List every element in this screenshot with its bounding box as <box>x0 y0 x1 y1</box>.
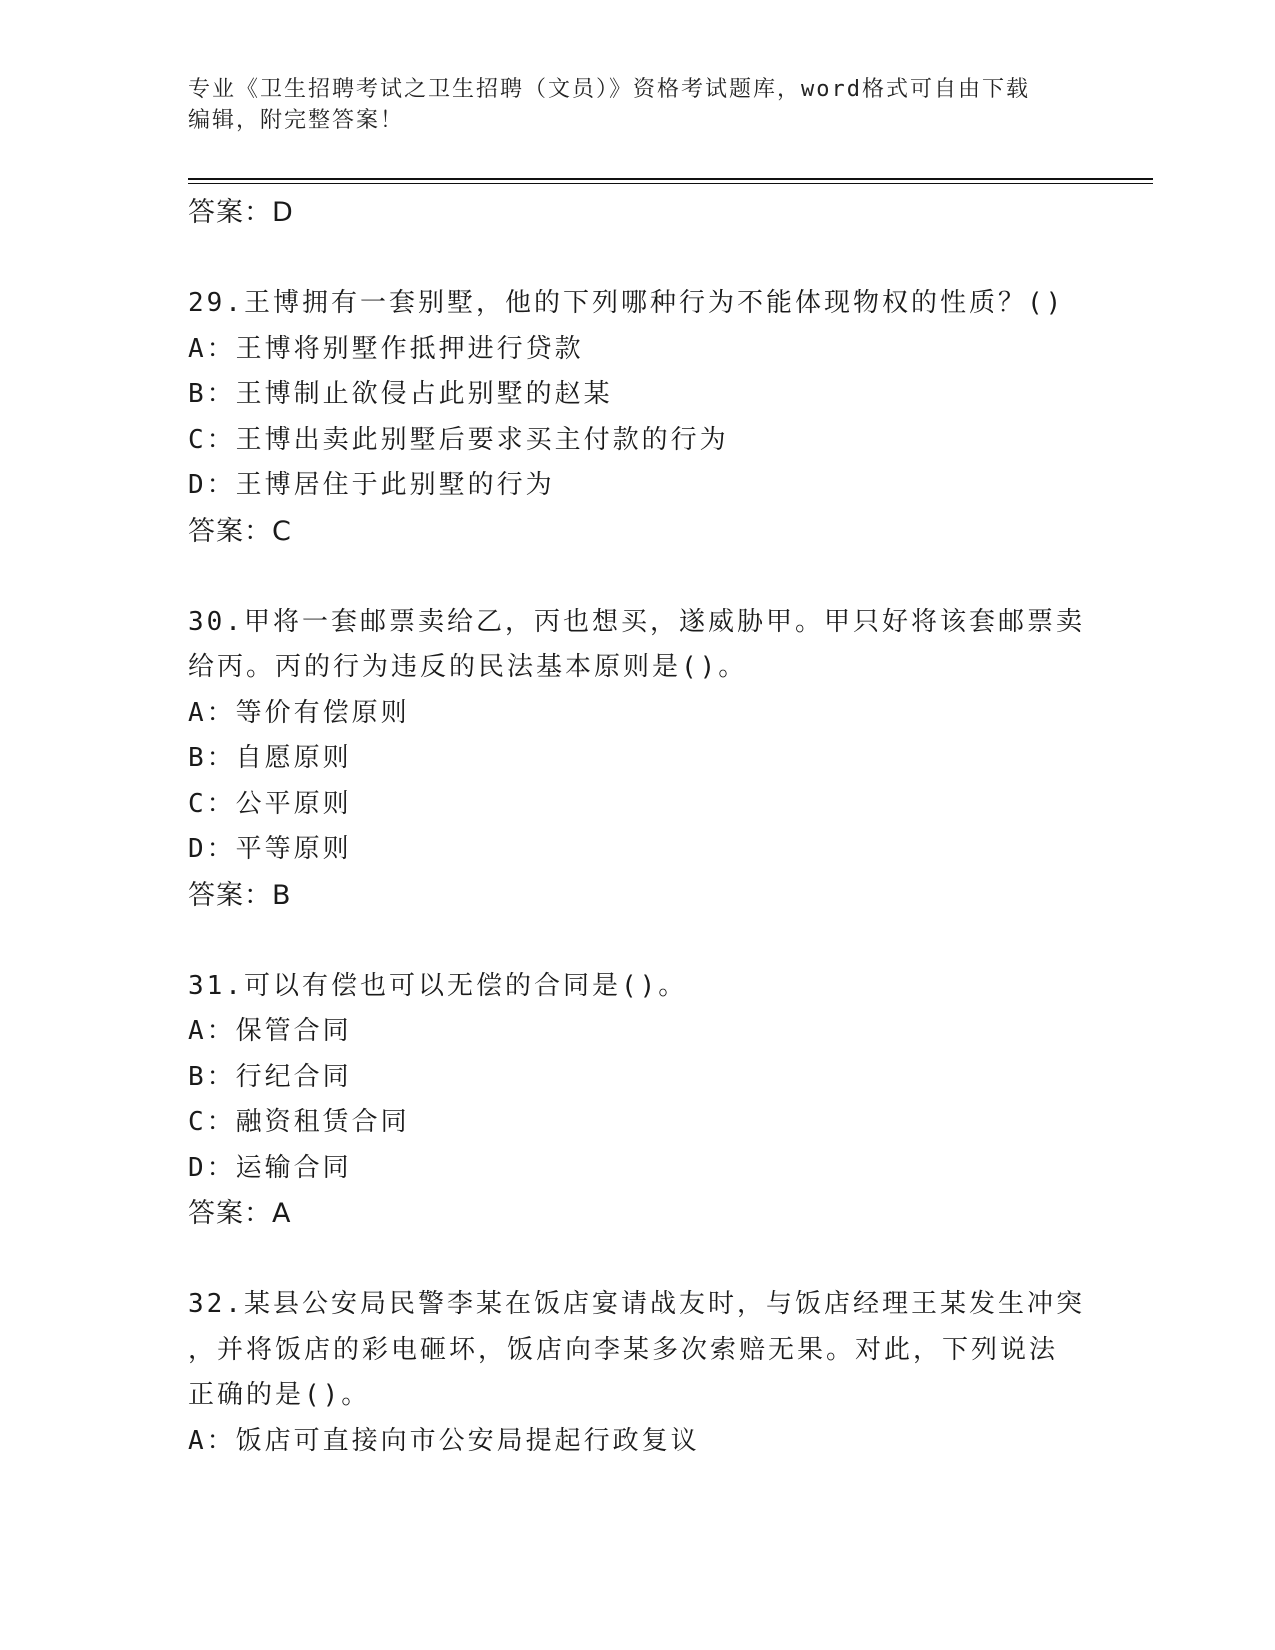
option-c: C：王博出卖此别墅后要求买主付款的行为 <box>188 424 729 455</box>
option-a: A：保管合同 <box>188 1016 352 1046</box>
question-stem-cont: 正确的是()。 <box>188 1380 371 1410</box>
header-line-1: 专业《卫生招聘考试之卫生招聘（文员）》资格考试题库，word格式可自由下载 <box>188 77 1030 102</box>
question-block <box>188 1282 1088 1464</box>
option-b: B：行纪合同 <box>188 1061 352 1092</box>
spacer <box>188 554 1088 600</box>
header-line-2: 编辑，附完整答案！ <box>188 108 405 133</box>
option-a: A：等价有偿原则 <box>188 697 410 728</box>
question-stem-cont: 给丙。丙的行为违反的民法基本原则是()。 <box>188 652 748 682</box>
option-c: C：融资租赁合同 <box>188 1107 410 1137</box>
header-divider-thin <box>188 183 1153 184</box>
option-d: D：平等原则 <box>188 834 352 864</box>
option-d: D：王博居住于此别墅的行为 <box>188 470 555 500</box>
previous-answer: 答案：D <box>188 197 294 228</box>
question-block <box>188 964 1088 1237</box>
question-stem: 30.甲将一套邮票卖给乙，丙也想买，遂威胁甲。甲只好将该套邮票卖 <box>188 606 1085 637</box>
document-header <box>188 74 1088 136</box>
option-b: B：王博制止欲侵占此别墅的赵某 <box>188 379 613 409</box>
option-c: C：公平原则 <box>188 788 352 819</box>
question-block <box>188 281 1088 554</box>
question-stem-cont: ，并将饭店的彩电砸坏，饭店向李某多次索赔无果。对此，下列说法 <box>188 1334 1059 1365</box>
question-stem: 31.可以有偿也可以无偿的合同是()。 <box>188 970 688 1001</box>
header-divider-thick <box>188 178 1153 180</box>
spacer <box>188 918 1088 964</box>
spacer <box>188 1237 1088 1283</box>
answer: 答案：C <box>188 515 292 547</box>
option-d: D：运输合同 <box>188 1152 352 1183</box>
question-stem: 29.王博拥有一套别墅，他的下列哪种行为不能体现物权的性质？() <box>188 288 1065 318</box>
question-stem: 32.某县公安局民警李某在饭店宴请战友时，与饭店经理王某发生冲突 <box>188 1289 1085 1319</box>
question-block <box>188 600 1088 919</box>
option-a: A：饭店可直接向市公安局提起行政复议 <box>188 1425 700 1456</box>
spacer <box>188 236 1088 282</box>
question-list <box>188 190 1088 1464</box>
option-a: A：王博将别墅作抵押进行贷款 <box>188 333 584 364</box>
answer: 答案：A <box>188 1198 292 1229</box>
option-b: B：自愿原则 <box>188 743 352 773</box>
answer: 答案：B <box>188 879 292 911</box>
